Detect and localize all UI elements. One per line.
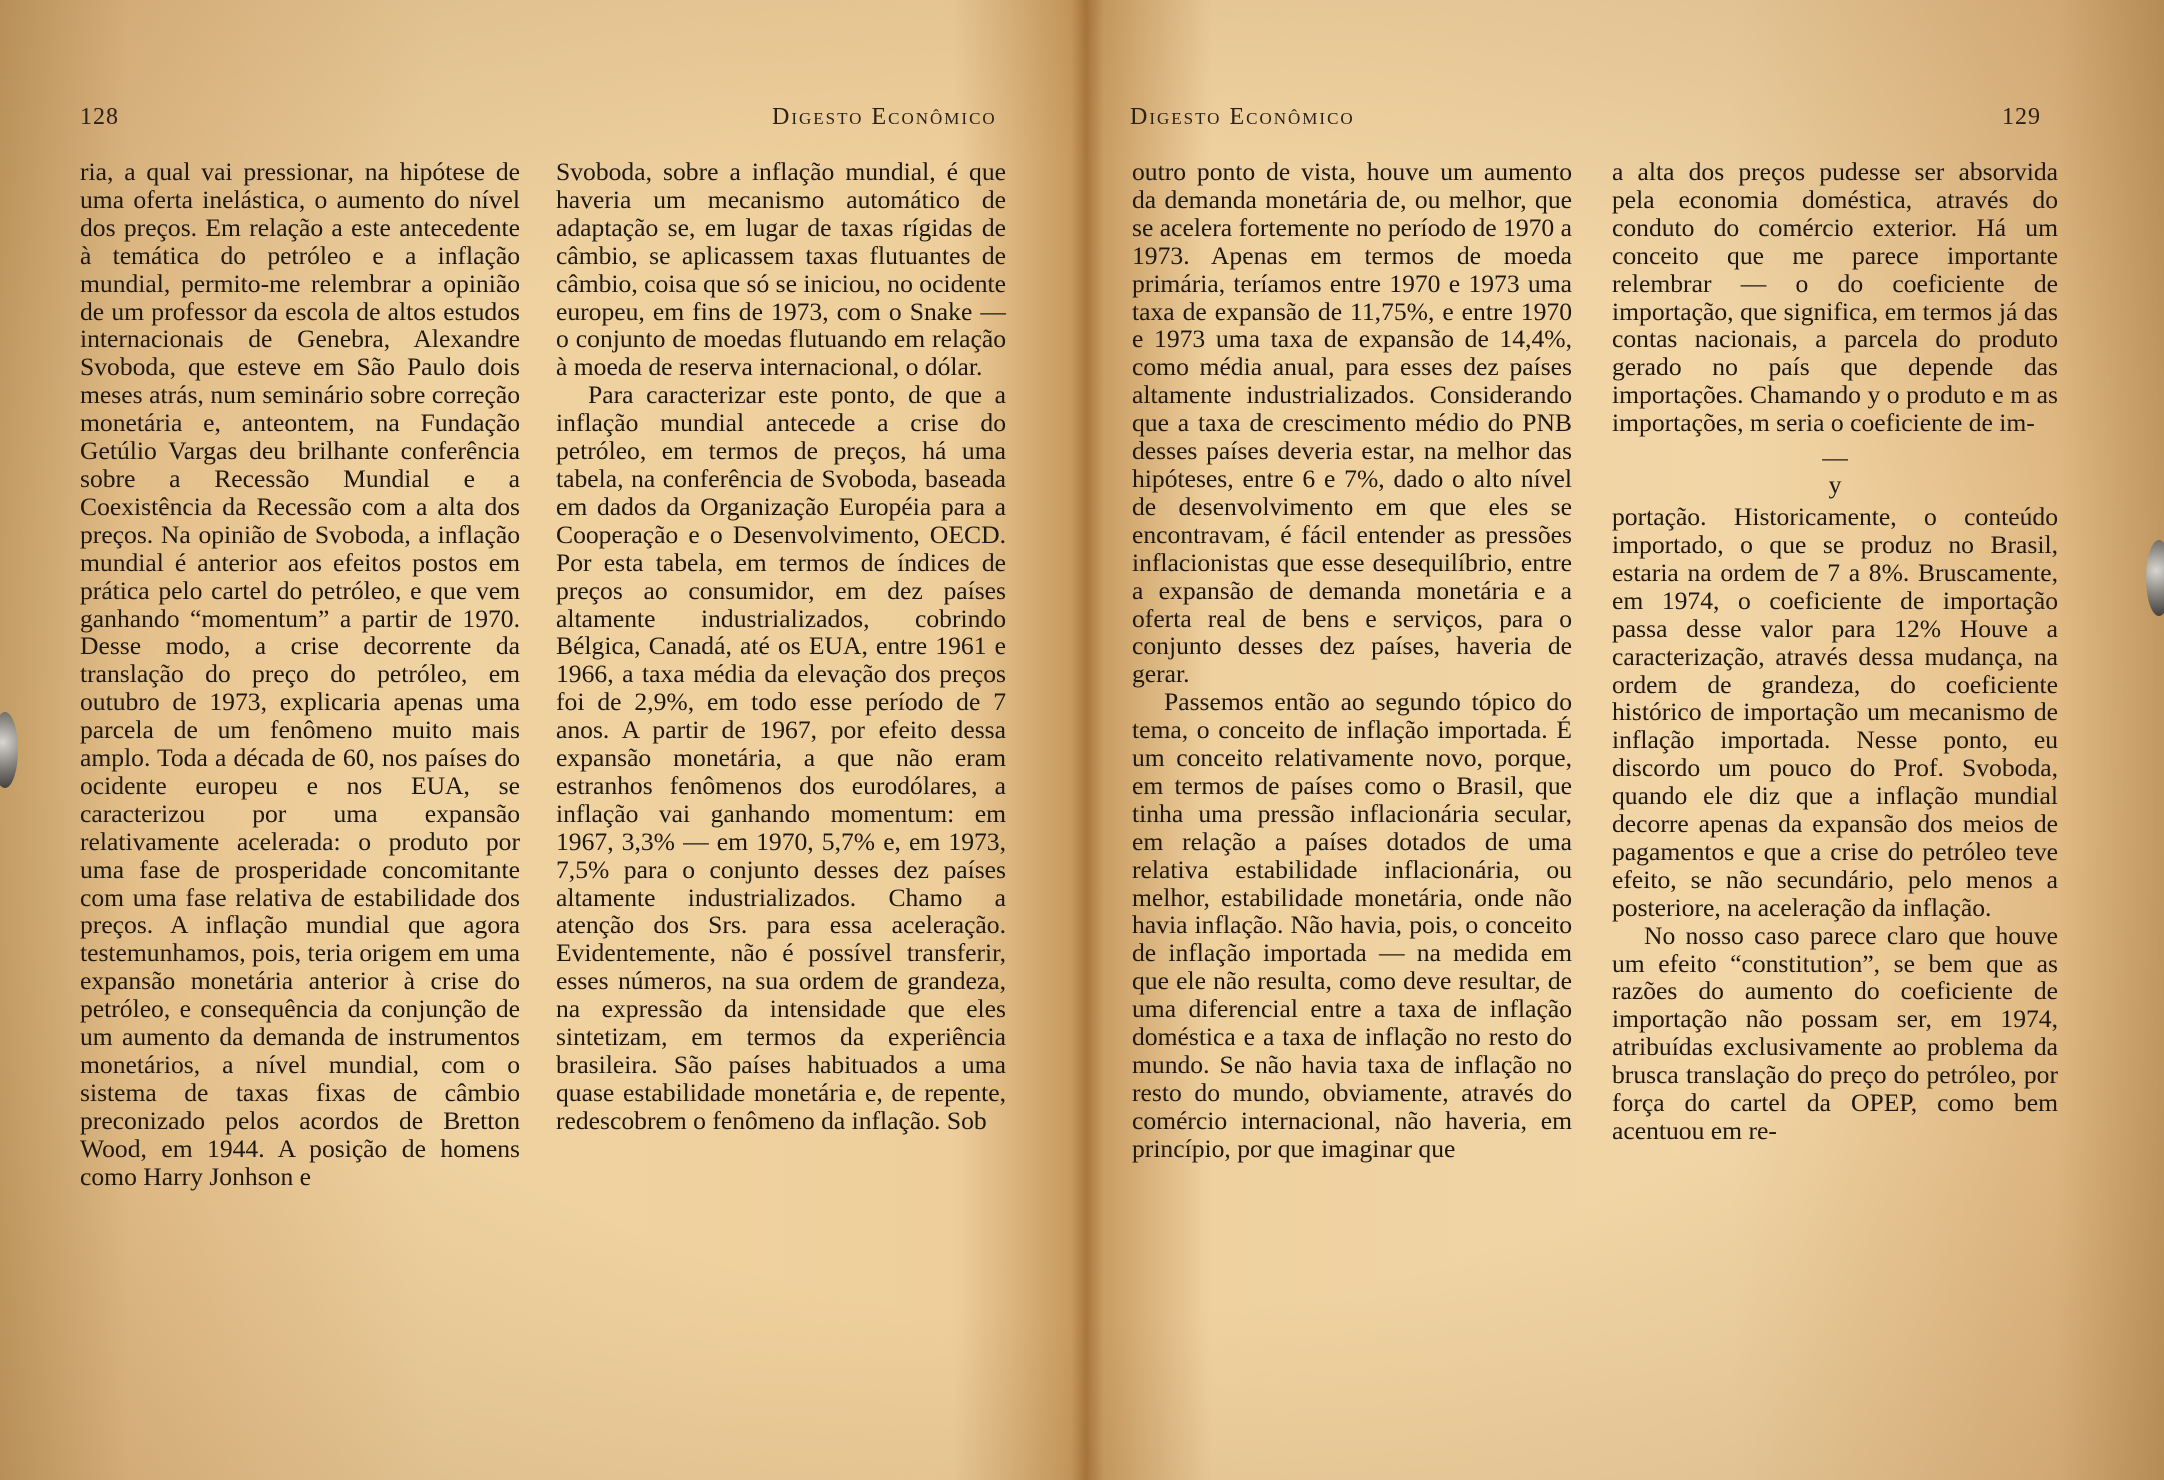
page-number: 128 [80,104,119,130]
running-head: Digesto Econômico [1130,104,1355,130]
paragraph: outro ponto de vista, houve um aumento da demanda monetária de, ou melhor, que se acelera fortemente no período de 1970 a 1973. Apenas em termos de moeda primária, teríamos entre 1970 e 1973 uma taxa de expansão de 11,75%, e entre 1970 e 1973 uma taxa de expansão de 14,4%, como média anual, para esses dez países altamente industrializados. Considerando que a taxa de crescimento médio do PNB desses países deveria estar, na melhor das hipóteses, entre 6 e 7%, dado o alto nível de desenvolvimento em que eles se encontravam, é fácil entender as pressões inflacionistas que esse desequilíbrio, entre a expansão de demanda monetária e a oferta real de bens e serviços, para o conjunto desses dez países, haveria de gerar. [1132,157,1572,689]
text-column-2 [556,158,1006,1135]
paragraph: ria, a qual vai pressionar, na hipótese de uma oferta inelástica, o aumento do nível dos preços. Em relação a este antecedente à temática do petróleo e a inflação mundial, permito-me relembrar a opinião de um professor da escola de altos estudos internacionais de Genebra, Alexandre Svoboda, que esteve em São Paulo dois meses atrás, num seminário sobre correção monetária e, anteontem, na Fundação Getúlio Vargas deu brilhante conferência sobre a Recessão Mundial e a Coexistência da Recessão com a alta dos preços. Na opinião de Svoboda, a inflação mundial é anterior aos efeitos postos em prática pelo cartel do petróleo, e que vem ganhando “momentum” a partir de 1970. Desse modo, a crise decorrente da translação do preço do petróleo, em outubro de 1973, explicaria apenas uma parcela de um fenômeno muito mais amplo. Toda a década de 60, nos países do ocidente europeu e nos EUA, se caracterizou por uma expansão relativamente acelerada: o produto por uma fase de prosperidade concomitante com uma fase relativa de estabilidade dos preços. A inflação mundial que agora testemunhamos, pois, teria origem em uma expansão monetária anterior à crise do petróleo, e consequência da conjunção de um aumento da demanda de instrumentos monetários, a nível mundial, com o sistema de taxas fixas de câmbio preconizado pelos acordos de Bretton Wood, em 1944. A posição de homens como Harry Jonhson e [80,157,520,1191]
import-coefficient-formula [1612,445,2058,499]
fraction-bar: — [1822,443,1848,473]
right-page [1082,0,2164,1480]
running-head: Digesto Econômico [772,104,997,130]
page-number: 129 [2002,104,2041,130]
paragraph: portação. Historicamente, o conteúdo importado, o que se produz no Brasil, estaria na ordem de 7 a 8%. Bruscamente, em 1974, o coeficiente de importação passa desse valor para 12% Houve a caracterização, através dessa mudança, na ordem de grandeza, do coeficiente histórico de importação um mecanismo de inflação importada. Nesse ponto, eu discordo um pouco do Prof. Svoboda, quando ele diz que a inflação mundial decorre apenas da expansão dos meios de pagamentos e que a crise do petróleo teve efeito, se não secundário, pelo menos a posteriore, na aceleração da inflação. [1612,502,2058,922]
text-column-2 [1612,158,2058,1145]
paragraph: Svoboda, sobre a inflação mundial, é que haveria um mecanismo automático de adaptação se, em lugar de taxas rígidas de câmbio, se aplicassem taxas flutuantes de câmbio, coisa que só se iniciou, no ocidente europeu, em fins de 1973, com o Snake — o conjunto de moedas flutuando em relação à moeda de reserva internacional, o dólar. [556,157,1006,382]
paragraph: Para caracterizar este ponto, de que a inflação mundial antecede a crise do petróleo, em termos de preços, há uma tabela, na conferência de Svoboda, baseada em dados da Organização Européia para a Cooperação e o Desenvolvimento, OECD. Por esta tabela, em termos de índices de preços ao consumidor, em dez países altamente industrializados, cobrindo Bélgica, Canadá, até os EUA, entre 1961 e 1966, a taxa média da elevação dos preços foi de 2,9%, em todo esse período de 7 anos. A partir de 1967, por efeito dessa expansão monetária, a que não eram estranhos fenômenos dos eurodólares, a inflação vai ganhando momentum: em 1967, 3,3% — em 1970, 5,7% e, em 1973, 7,5% para o conjunto desses dez países altamente industrializados. Chamo a atenção dos Srs. para essa aceleração. Evidentemente, não é possível transferir, esses números, na sua ordem de grandeza, na expressão da intensidade que eles sintetizam, em termos da experiência brasileira. São países habituados a uma quase estabilidade monetária e, de repente, redescobrem o fenômeno da inflação. Sob [556,380,1006,1135]
text-column-1 [80,158,520,1191]
paragraph: No nosso caso parece claro que houve um efeito “constitution”, se bem que as razões do aumento do coeficiente de importação não possam ser, em 1974, atribuídas exclusivamente ao problema da brusca translação do preço do petróleo, por força do cartel da OPEP, como bem acentuou em re- [1612,920,2058,1145]
paragraph: a alta dos preços pudesse ser absorvida pela economia doméstica, através do conduto do comércio exterior. Há um conceito que me parece importante relembrar — o do coeficiente de importação, que significa, em termos já das contas nacionais, a parcela do produto gerado no país que depende das importações. Chamando y o produto e m as importações, m seria o coeficiente de im- [1612,157,2058,438]
text-column-1 [1132,158,1572,1163]
paragraph: Passemos então ao segundo tópico do tema, o conceito de inflação importada. É um conceito relativamente novo, porque, em termos de países como o Brasil, que tinha uma pressão inflacionária secular, em relação a países dotados de uma relativa estabilidade inflacionária, ou melhor, estabilidade monetária, onde não havia inflação. Não havia, pois, o conceito de inflação importada — na medida em que ele não resulta, como deve resultar, de uma diferencial entre a taxa de inflação doméstica e a taxa de inflação no resto do mundo. Se não havia taxa de inflação no resto do mundo, obviamente, através do comércio internacional, não haveria, em princípio, por que imaginar que [1132,687,1572,1163]
fraction-denominator: y [1828,470,1842,500]
